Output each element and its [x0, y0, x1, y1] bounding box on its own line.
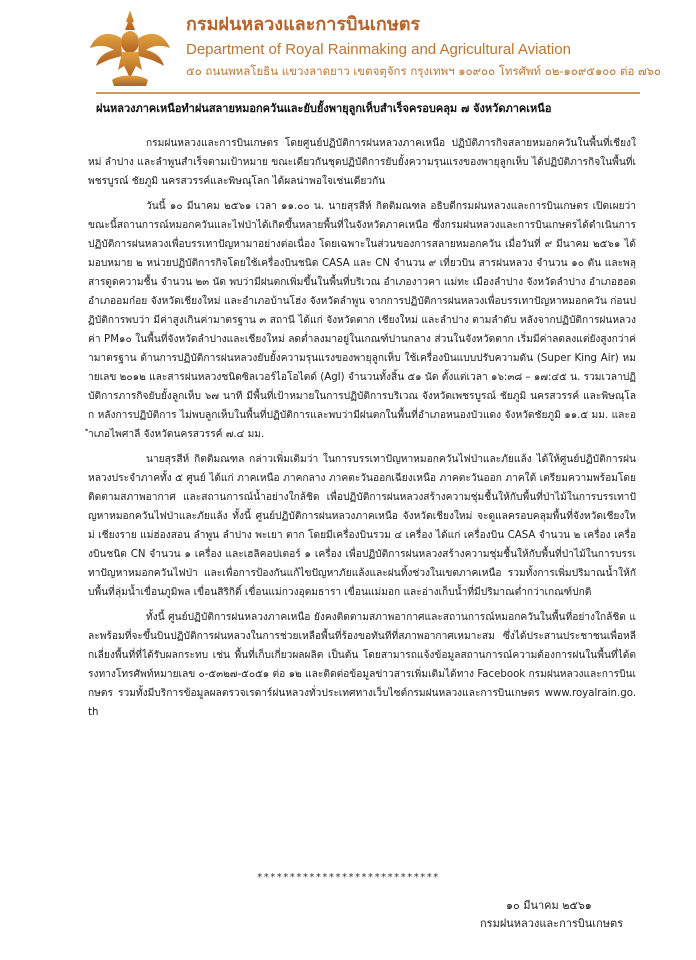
paragraph-3: นายสุรสีห์ กิตติมณฑล กล่าวเพิ่มเติมว่า ในการบรรเทาปัญหาหมอกควันไฟป่าและภัยแล้ง ได้ให้ศูนย์ปฏิบัติการฝนหลวงประจำภาคทั้ง ๕ ศูนย์ ได้แก่ ภาคเหนือ ภาคกลาง ภาคตะวันออกเฉียงเหนือ ภาคตะวันออก ภาคใต้ เตรียมความพร้อมโดยติดตามสภาพอากาศ และสถานการณ์น้ำอย่างใกล้ชิด เพื่อปฏิบัติการฝนหลวงสร้างความชุ่มชื้นให้กับพื้นที่ป่าไม้ในการบรรเทาปัญหาหมอกควันไฟป่าและภัยแล้ง ทั้งนี้ ศูนย์ปฏิบัติการฝนหลวงภาคเหนือ จังหวัดเชียงใหม่ จะดูแลครอบคลุมพื้นที่จังหวัดเชียงใหม่ เชียงราย แม่ฮ่องสอน ลำพูน ลำปาง พะเยา ตาก โดยมีเครื่องบินรวม ๔ เครื่อง ได้แก่ เครื่องบิน CASA จำนวน ๒ เครื่อง เครื่องบินชนิด CN จำนวน ๑ เครื่อง และเฮลิคอปเตอร์ ๑ เครื่อง เพื่อปฏิบัติการฝนหลวงสร้างความชุ่มชื้นให้กับพื้นที่ป่าไม้ในการบรรเทาปัญหาหมอกควันไฟป่า และเพื่อการป้องกันแก้ไขปัญหาภัยแล้งและฝนทิ้งช่วงในเขตภาคเหนือ รวมทั้งการเพิ่มปริมาณน้ำให้กับพื้นที่ลุ่มน้ำเขื่อนภูมิพล เขื่อนสิริกิติ์ เขื่อนแม่กวงอุดมธารา เขื่อนแม่มอก และอ่างเก็บน้ำที่มีปริมาณต่ำกว่าเกณฑ์ปกติ	[88, 454, 636, 598]
paragraph-2: วันนี้ ๑๐ มีนาคม ๒๕๖๑ เวลา ๑๑.๐๐ น. นายสุรสีห์ กิตติมณฑล อธิบดีกรมฝนหลวงและการบินเกษตร เปิดเผยว่า ขณะนี้สถานการณ์หมอกควันและไฟป่าได้เกิดขึ้นหลายพื้นที่ในจังหวัดภาคเหนือ ซึ่งกรมฝนหลวงและการบินเกษตรได้ดำเนินการปฏิบัติการฝนหลวงเพื่อบรรเทาปัญหามาอย่างต่อเนื่อง โดยเฉพาะในส่วนของการสลายหมอกควัน เมื่อวันที่ ๙ มีนาคม ๒๕๖๑ ได้มอบหมาย ๒ หน่วยปฏิบัติการกิจโดยใช้เครื่องบินชนิด CASA และ CN จำนวน ๙ เที่ยวบิน สารฝนหลวง จำนวน ๑๐ ตัน และพลุสารดูดความชื้น จำนวน ๒๓ นัด พบว่ามีฝนตกเพิ่มขึ้นในพื้นที่บริเวณ อำเภองาวคา แม่ทะ เมืองลำปาง จังหวัดลำปาง อำเภอฮอด อำเภออมก๋อย จังหวัดเชียงใหม่ และอำเภอบ้านโฮ่ง จังหวัดลำพูน จากการปฏิบัติการฝนหลวงเพื่อบรรเทาปัญหาหมอกควัน ก่อนปฏิบัติการพบว่า มีค่าสูงเกินค่ามาตรฐาน ๓ สถานี ได้แก่ จังหวัดตาก เชียงใหม่ และลำปาง ตามลำดับ หลังจากปฏิบัติการฝนหลวงค่า PM๑๐ ในพื้นที่จังหวัดลำปางและเชียงใหม่ ลดต่ำลงมาอยู่ในเกณฑ์ปานกลาง ส่วนในจังหวัดตาก เริ่มมีค่าลดลงแต่ยังสูงกว่าค่ามาตรฐาน ด้านการปฏิบัติการฝนหลวงยับยั้งความรุนแรงของพายุลูกเห็บ ใช้เครื่องบินแบบปรับความดัน (Super King Air) หมายเลข ๒๐๑๒ และสารฝนหลวงชนิดซิลเวอร์ไอโอไดด์ (AgI) จำนวนทั้งสิ้น ๕๑ นัด ตั้งแต่เวลา ๑๖:๓๘ – ๑๗:๔๕ น. รวมเวลาปฏิบัติการภารกิจยับยั้งลูกเห็บ ๖๗ นาที มีพื้นที่เป้าหมายในการปฏิบัติการบริเวณ จังหวัดเพชรบูรณ์ ชัยภูมิ นครสวรรค์ และพิษณุโลก หลังการปฏิบัติการ ไม่พบลูกเห็บในพื้นที่ปฏิบัติการและพบว่ามีฝนตกในพื้นที่อำเภอหนองบัวแดง จังหวัดชัยภูมิ ๑๑.๕ มม. และอำเภอไพศาลี จังหวัดนครสวรรค์ ๗.๔ มม.	[88, 201, 636, 440]
article-body	[88, 134, 636, 728]
signature-organization: กรมฝนหลวงและการบินเกษตร	[480, 917, 624, 930]
separator-line: ****************************	[256, 872, 440, 883]
paragraph-4: ทั้งนี้ ศูนย์ปฏิบัติการฝนหลวงภาคเหนือ ยังคงติดตามสภาพอากาศและสถานการณ์หมอกควันในพื้นที่อย่างใกล้ชิด และพร้อมที่จะขึ้นบินปฏิบัติการฝนหลวงในการช่วยเหลือพื้นที่ร้องขอทันทีที่สภาพอากาศเหมาะสม ซึ่งได้ประสานประชาชนเพื่อหลีกเลี่ยงพื้นที่ที่ได้รับผลกระทบ เช่น พื้นที่เก็บเกี่ยวผลผลิต เป็นต้น โดยสามารถแจ้งข้อมูลสถานการณ์ความต้องการฝนในพื้นที่ได้ตรงทางโทรศัพท์หมายเลข ๐-๕๓๒๗-๕๐๕๑ ต่อ ๑๒ และติดต่อข้อมูลข่าวสารเพิ่มเติมได้ทาง Facebook กรมฝนหลวงและการบินเกษตร รวมทั้งมีบริการข้อมูลผลตรวจเรดาร์ฝนหลวงทั่วประเทศทางเว็บไซต์กรมฝนหลวงและการบินเกษตร www.royalrain.go.th	[88, 612, 636, 718]
department-address: ๕๐ ถนนพหลโยธิน แขวงลาดยาว เขตจตุจักร กรุงเทพฯ ๑๐๙๐๐ โทรศัพท์ ๐๒-๑๐๙๕๑๐๐ ต่อ ๗๖๐	[186, 64, 661, 78]
header-divider	[96, 92, 640, 94]
signature-date: ๑๐ มีนาคม ๒๕๖๑	[506, 899, 592, 912]
department-name-english: Department of Royal Rainmaking and Agricultural Aviation	[186, 41, 571, 58]
department-name-thai: กรมฝนหลวงและการบินเกษตร	[186, 14, 421, 35]
headline: ฝนหลวงภาคเหนือทำฝนสลายหมอกควันและยับยั้งพายุลูกเห็บสำเร็จครอบคลุม ๗ จังหวัดภาคเหนือ	[96, 102, 552, 115]
paragraph-1: กรมฝนหลวงและการบินเกษตร โดยศูนย์ปฏิบัติการฝนหลวงภาคเหนือ ปฏิบัติภารกิจสลายหมอกควันในพื้นที่เชียงใหม่ ลำปาง และลำพูนสำเร็จตามเป้าหมาย ขณะเดียวกันชุดปฏิบัติการยับยั้งความรุนแรงของพายุลูกเห็บ ได้ปฏิบัติภารกิจในพื้นที่เพชรบูรณ์ ชัยภูมิ นครสวรรค์และพิษณุโลก ได้ผลน่าพอใจเช่นเดียวกัน	[88, 138, 636, 187]
letterhead	[186, 14, 686, 79]
garuda-emblem-icon	[88, 8, 172, 92]
